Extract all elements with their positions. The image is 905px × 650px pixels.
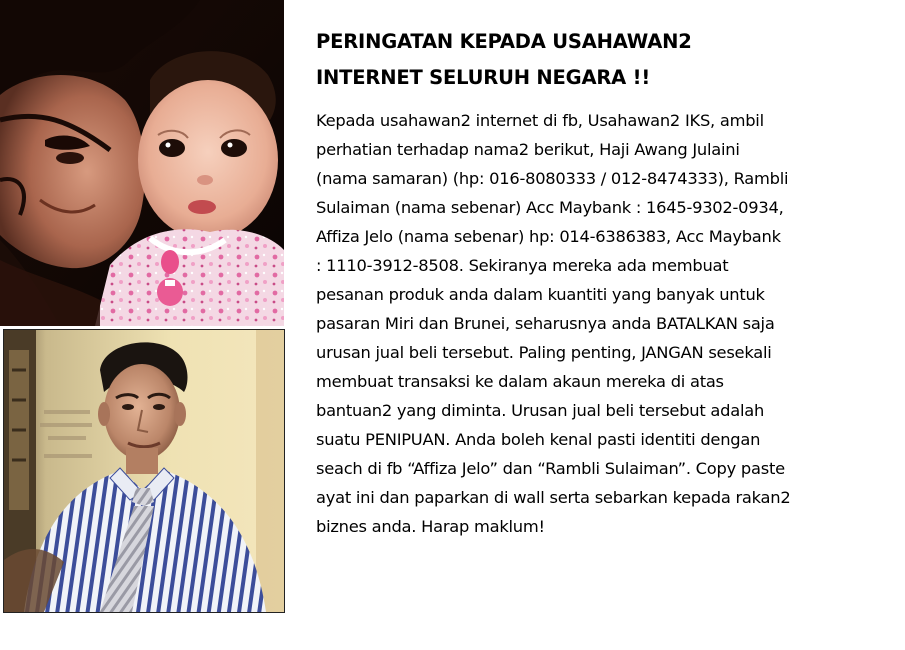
body-line: perhatian terhadap nama2 berikut, Haji Awang Julaini	[316, 140, 740, 159]
body-line: suatu PENIPUAN. Anda boleh kenal pasti identiti dengan	[316, 430, 761, 449]
headline-line-1: PERINGATAN KEPADA USAHAWAN2	[316, 30, 692, 53]
body-line: ayat ini dan paparkan di wall serta sebarkan kepada rakan2	[316, 488, 791, 507]
body-line: pesanan produk anda dalam kuantiti yang banyak untuk	[316, 285, 765, 304]
body-line: membuat transaksi ke dalam akaun mereka di atas	[316, 372, 724, 391]
photo-man-striped-shirt	[3, 329, 285, 613]
body-line: seach di fb “Affiza Jelo” dan “Rambli Sulaiman”. Copy paste	[316, 459, 785, 478]
body-line: Sulaiman (nama sebenar) Acc Maybank : 1645-9302-0934,	[316, 198, 784, 217]
headline-line-2: INTERNET SELURUH NEGARA !!	[316, 66, 651, 89]
body-line: Affiza Jelo (nama sebenar) hp: 014-6386383, Acc Maybank	[316, 227, 781, 246]
headline	[316, 24, 844, 96]
warning-article	[316, 24, 844, 541]
body-line: pasaran Miri dan Brunei, seharusnya anda BATALKAN saja	[316, 314, 775, 333]
body-line: (nama samaran) (hp: 016-8080333 / 012-8474333), Rambli	[316, 169, 789, 188]
body-line: Kepada usahawan2 internet di fb, Usahawan2 IKS, ambil	[316, 111, 764, 130]
body-line: urusan jual beli tersebut. Paling penting, JANGAN sesekali	[316, 343, 772, 362]
photo-woman-and-baby-image	[0, 0, 284, 326]
body-line: : 1110-3912-8508. Sekiranya mereka ada membuat	[316, 256, 729, 275]
body-line: biznes anda. Harap maklum!	[316, 517, 545, 536]
photo-woman-and-baby	[0, 0, 284, 326]
photo-man-striped-shirt-image	[4, 330, 284, 612]
body-paragraph	[316, 106, 844, 541]
body-line: bantuan2 yang diminta. Urusan jual beli tersebut adalah	[316, 401, 765, 420]
